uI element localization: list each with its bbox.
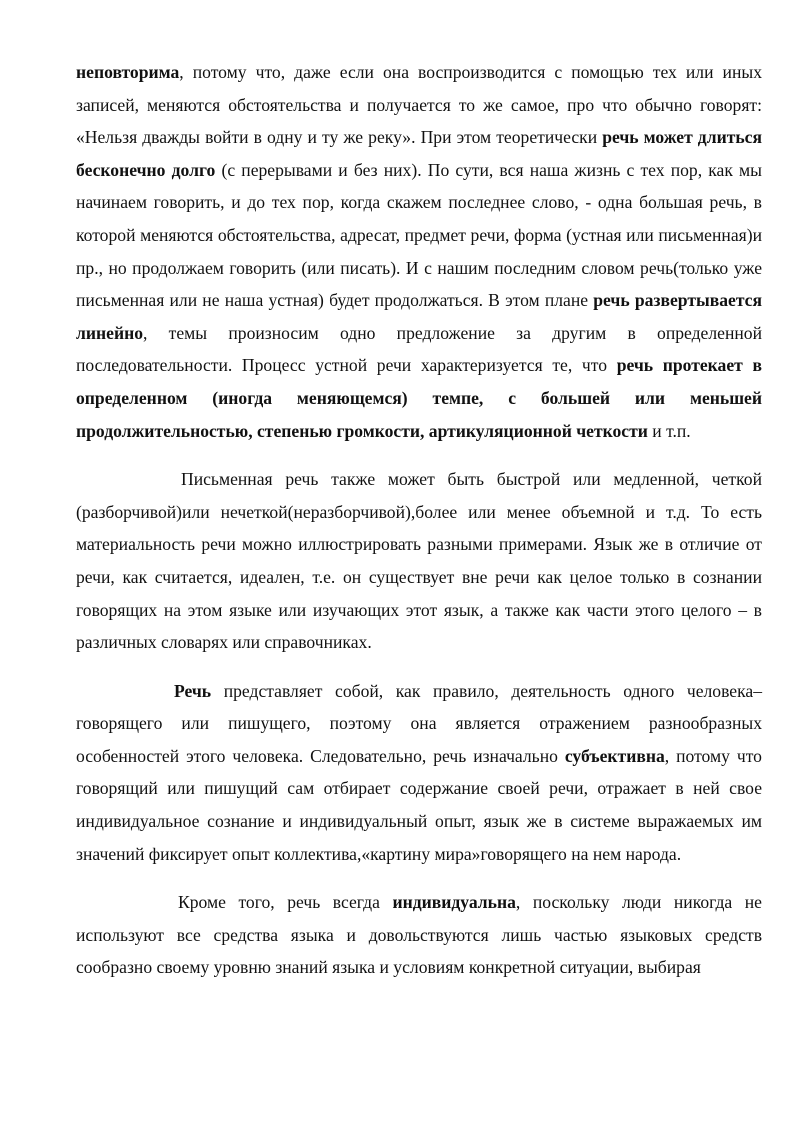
- bold-text: индивидуальна: [392, 892, 516, 913]
- bold-text: речь развертывается линейно: [76, 290, 763, 343]
- text-run: , темы произносим одно предложение за другим в определенной последовательности. Процесс устной речи характеризуется те, что: [76, 322, 762, 376]
- text-run: , потому что говорящий или пишущий сам отбирает содержание своей речи, отражает в ней свое индивидуальное сознание и индивидуальный опыт, язык же в системе выражаемых им значений фиксирует опыт коллектива,«картину мира»говорящего на нем народа.: [76, 745, 762, 864]
- text-run: , поскольку люди никогда не используют все средства языка и довольствуются лишь частью языковых средств сообразно своему уровню знаний языка и условиям конкретной ситуации, выбирая: [76, 892, 762, 978]
- text-run: , потому что, даже если она воспроизводится с помощью тех или иных записей, меняются обстоятельства и получается то же самое, про что обычно говорят: «Нельзя дважды войти в одну и ту же реку». При этом теоретически: [76, 62, 762, 148]
- paragraph-2: [76, 463, 762, 659]
- paragraph-4: [76, 886, 762, 984]
- bold-text: неповторима: [76, 62, 180, 82]
- text-run: Письменная речь также может быть быстрой или медленной, четкой (разборчивой)или нечеткой(неразборчивой),более или менее объемной и т.д. То есть материальность речи можно иллюстрировать разными примерами. Язык же в отличие от речи, как считается, идеален, т.е. он существует вне речи как целое только в сознании говорящих на этом языке или изучающих этот язык, а также как части этого целого – в различных словарях или справочниках.: [76, 469, 762, 653]
- bold-text: речь протекает в определенном (иногда меняющемся) темпе, с большей или меньшей продолжительностью, степенью громкости, артикуляционной четкости: [76, 355, 762, 441]
- bold-text: речь может длиться бесконечно долго: [76, 127, 762, 180]
- text-run: (с перерывами и без них). По сути, вся наша жизнь с тех пор, как мы начинаем говорить, и до тех пор, когда скажем последнее слово, - одна большая речь, в которой меняются обстоятельства, адресат, предмет речи, форма (устная или письменная)и пр., но продолжаем говорить (или писать). И с нашим последним словом речь(только уже письменная или не наша устная) будет продолжаться. В этом плане: [76, 159, 763, 311]
- text-run: представляет собой, как правило, деятельность одного человека– говорящего или пишущего, поэтому она является отражением разнообразных особенностей этого человека. Следовательно, речь изначально: [76, 680, 762, 766]
- bold-text: субъективна: [564, 745, 665, 766]
- text-run: и т.п.: [647, 420, 691, 441]
- paragraph-1: [76, 56, 762, 447]
- bold-text: Речь: [174, 680, 212, 701]
- text-run: Кроме того, речь всегда: [178, 892, 393, 913]
- paragraph-3: [76, 675, 762, 871]
